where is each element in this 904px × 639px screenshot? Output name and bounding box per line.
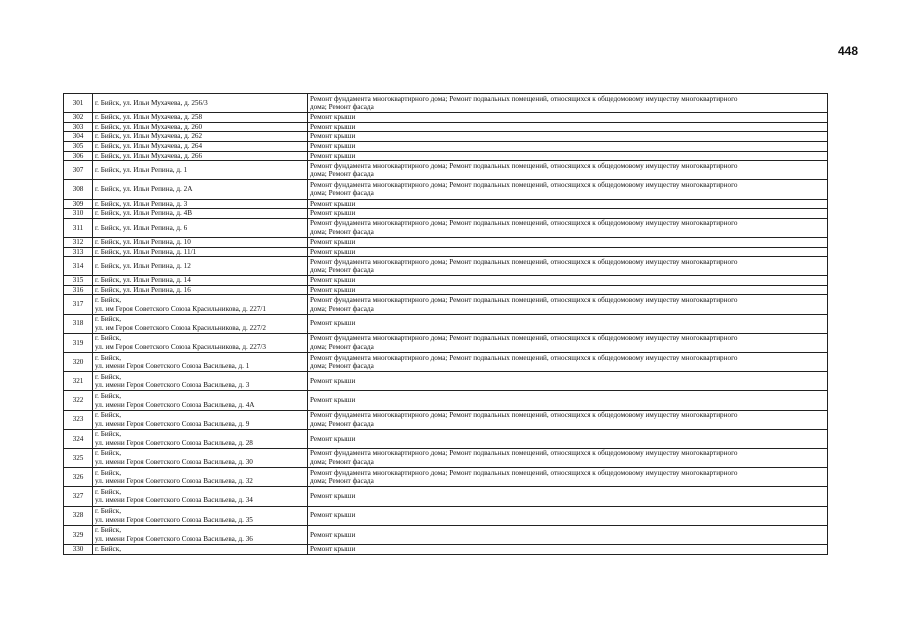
row-number-cell: 302 [64, 113, 93, 123]
work-type-cell [308, 429, 828, 448]
work-type-cell [308, 285, 828, 295]
work-type-cell [308, 209, 828, 219]
address-line: г. Бийск, ул. Ильи Мухачева, д. 262 [95, 132, 203, 141]
work-type-line: Ремонт крыши [310, 377, 356, 386]
address-line: ул. имени Героя Советского Союза Васильева, д. 34 [95, 496, 253, 505]
row-number-cell: 322 [64, 391, 93, 410]
address-line: г. Бийск, [95, 353, 122, 362]
work-type-line: Ремонт фундамента многоквартирного дома; Ремонт подвальных помещений, относящихся к общедомовому имуществу многоквартирного [310, 257, 738, 266]
work-type-cell [308, 199, 828, 209]
address-line: г. Бийск, ул. Ильи Репина, д. 11/1 [95, 247, 197, 256]
work-type-cell [308, 525, 828, 544]
address-cell [93, 257, 308, 276]
address-line: г. Бийск, ул. Ильи Репина, д. 1 [95, 165, 188, 174]
table-row [64, 448, 828, 467]
work-type-line: дома; Ремонт фасада [310, 477, 374, 486]
table-row [64, 218, 828, 237]
address-cell [93, 237, 308, 247]
address-line: ул. имени Героя Советского Союза Васильева, д. 9 [95, 419, 250, 428]
work-type-cell [308, 218, 828, 237]
address-cell [93, 487, 308, 506]
work-type-line: Ремонт фундамента многоквартирного дома; Ремонт подвальных помещений, относящихся к общедомовому имуществу многоквартирного [310, 295, 738, 304]
row-number-cell: 301 [64, 94, 93, 113]
table-row [64, 122, 828, 132]
work-type-line: Ремонт крыши [310, 209, 356, 218]
address-line: г. Бийск, [95, 372, 122, 381]
work-type-line: дома; Ремонт фасада [310, 342, 374, 351]
work-type-line: Ремонт крыши [310, 199, 356, 208]
row-number-cell: 324 [64, 429, 93, 448]
address-line: г. Бийск, ул. Ильи Мухачева, д. 264 [95, 141, 203, 150]
row-number-cell: 312 [64, 237, 93, 247]
address-cell [93, 285, 308, 295]
work-type-line: дома; Ремонт фасада [310, 170, 374, 179]
work-type-cell [308, 295, 828, 314]
work-type-line: Ремонт фундамента многоквартирного дома; Ремонт подвальных помещений, относящихся к общедомовому имуществу многоквартирного [310, 219, 738, 228]
work-type-cell [308, 257, 828, 276]
row-number-cell: 321 [64, 372, 93, 391]
work-type-line: дома; Ремонт фасада [310, 189, 374, 198]
table-row [64, 353, 828, 372]
address-line: г. Бийск, [95, 411, 122, 420]
work-type-cell [308, 151, 828, 161]
row-number-cell: 303 [64, 122, 93, 132]
address-line: г. Бийск, [95, 526, 122, 535]
work-type-line: Ремонт крыши [310, 530, 356, 539]
row-number-cell: 326 [64, 468, 93, 487]
table-row [64, 410, 828, 429]
table-row [64, 468, 828, 487]
table-body [64, 94, 828, 555]
table-row [64, 113, 828, 123]
address-line: ул. им Героя Советского Союза Красильникова, д. 227/1 [95, 304, 267, 313]
row-number-cell: 315 [64, 276, 93, 286]
work-type-cell [308, 141, 828, 151]
work-type-line: Ремонт крыши [310, 237, 356, 246]
table-row [64, 141, 828, 151]
address-line: г. Бийск, ул. Ильи Мухачева, д. 256/3 [95, 98, 208, 107]
work-type-line: Ремонт крыши [310, 492, 356, 501]
table-row [64, 525, 828, 544]
work-type-cell [308, 113, 828, 123]
address-line: г. Бийск, ул. Ильи Репина, д. 12 [95, 261, 191, 270]
address-line: г. Бийск, [95, 315, 122, 324]
work-type-cell [308, 333, 828, 352]
row-number-cell: 329 [64, 525, 93, 544]
address-line: ул. имени Героя Советского Союза Васильева, д. 35 [95, 515, 253, 524]
address-cell [93, 94, 308, 113]
row-number-cell: 328 [64, 506, 93, 525]
row-number-cell: 330 [64, 544, 93, 554]
address-line: ул. имени Героя Советского Союза Васильева, д. 36 [95, 534, 253, 543]
address-line: г. Бийск, [95, 544, 122, 553]
address-line: г. Бийск, ул. Ильи Мухачева, д. 258 [95, 113, 203, 122]
row-number-cell: 311 [64, 218, 93, 237]
address-line: г. Бийск, [95, 468, 122, 477]
address-cell [93, 122, 308, 132]
address-line: г. Бийск, ул. Ильи Репина, д. 6 [95, 223, 188, 232]
work-type-line: Ремонт крыши [310, 122, 356, 131]
row-number-cell: 323 [64, 410, 93, 429]
row-number-cell: 318 [64, 314, 93, 333]
address-line: г. Бийск, ул. Ильи Репина, д. 10 [95, 237, 191, 246]
address-line: г. Бийск, ул. Ильи Репина, д. 2А [95, 185, 193, 194]
address-line: ул. имени Героя Советского Союза Васильева, д. 3 [95, 381, 250, 390]
address-cell [93, 429, 308, 448]
work-type-cell [308, 487, 828, 506]
address-cell [93, 525, 308, 544]
table-row [64, 209, 828, 219]
work-type-cell [308, 276, 828, 286]
address-cell [93, 314, 308, 333]
table-row [64, 372, 828, 391]
work-type-line: Ремонт крыши [310, 285, 356, 294]
work-type-line: Ремонт фундамента многоквартирного дома; Ремонт подвальных помещений, относящихся к общедомовому имуществу многоквартирного [310, 449, 738, 458]
address-line: г. Бийск, [95, 334, 122, 343]
row-number-cell: 307 [64, 161, 93, 180]
address-cell [93, 353, 308, 372]
address-line: г. Бийск, [95, 295, 122, 304]
address-line: ул. имени Героя Советского Союза Васильева, д. 28 [95, 438, 253, 447]
address-cell [93, 372, 308, 391]
row-number-cell: 313 [64, 247, 93, 257]
work-type-line: Ремонт крыши [310, 151, 356, 160]
table-row [64, 151, 828, 161]
work-type-cell [308, 132, 828, 142]
address-cell [93, 151, 308, 161]
table-row [64, 180, 828, 199]
row-number-cell: 317 [64, 295, 93, 314]
work-type-cell [308, 468, 828, 487]
address-line: г. Бийск, [95, 487, 122, 496]
work-type-line: Ремонт крыши [310, 132, 356, 141]
address-line: г. Бийск, [95, 391, 122, 400]
row-number-cell: 310 [64, 209, 93, 219]
work-type-cell [308, 237, 828, 247]
address-line: ул. имени Героя Советского Союза Васильева, д. 1 [95, 362, 250, 371]
address-line: г. Бийск, ул. Ильи Репина, д. 14 [95, 276, 191, 285]
address-cell [93, 247, 308, 257]
work-type-line: Ремонт крыши [310, 396, 356, 405]
document-table-container [63, 93, 828, 555]
work-type-cell [308, 410, 828, 429]
work-type-line: Ремонт фундамента многоквартирного дома; Ремонт подвальных помещений, относящихся к общедомовому имуществу многоквартирного [310, 468, 738, 477]
table-row [64, 94, 828, 113]
address-cell [93, 113, 308, 123]
address-line: г. Бийск, ул. Ильи Репина, д. 4В [95, 209, 193, 218]
table-row [64, 132, 828, 142]
work-type-cell [308, 544, 828, 554]
table-row [64, 314, 828, 333]
address-cell [93, 544, 308, 554]
address-line: г. Бийск, [95, 507, 122, 516]
table-row [64, 257, 828, 276]
row-number-cell: 309 [64, 199, 93, 209]
address-line: ул. им Героя Советского Союза Красильникова, д. 227/3 [95, 342, 267, 351]
table-row [64, 333, 828, 352]
work-type-line: дома; Ремонт фасада [310, 304, 374, 313]
work-type-cell [308, 180, 828, 199]
row-number-cell: 325 [64, 448, 93, 467]
table-row [64, 506, 828, 525]
address-cell [93, 448, 308, 467]
work-type-line: Ремонт крыши [310, 544, 356, 553]
address-cell [93, 132, 308, 142]
work-type-line: Ремонт крыши [310, 319, 356, 328]
work-type-line: Ремонт фундамента многоквартирного дома; Ремонт подвальных помещений, относящихся к общедомовому имуществу многоквартирного [310, 411, 738, 420]
row-number-cell: 316 [64, 285, 93, 295]
address-cell [93, 276, 308, 286]
address-cell [93, 333, 308, 352]
work-type-cell [308, 391, 828, 410]
table-row [64, 544, 828, 554]
table-row [64, 237, 828, 247]
work-type-cell [308, 161, 828, 180]
address-line: г. Бийск, ул. Ильи Мухачева, д. 266 [95, 151, 203, 160]
address-cell [93, 391, 308, 410]
address-cell [93, 141, 308, 151]
address-cell [93, 161, 308, 180]
work-type-line: Ремонт крыши [310, 276, 356, 285]
table-row [64, 199, 828, 209]
table-row [64, 161, 828, 180]
address-cell [93, 295, 308, 314]
work-type-line: Ремонт фундамента многоквартирного дома; Ремонт подвальных помещений, относящихся к общедомовому имуществу многоквартирного [310, 94, 738, 103]
address-cell [93, 506, 308, 525]
work-type-line: Ремонт фундамента многоквартирного дома; Ремонт подвальных помещений, относящихся к общедомовому имуществу многоквартирного [310, 161, 738, 170]
address-cell [93, 209, 308, 219]
row-number-cell: 305 [64, 141, 93, 151]
row-number-cell: 314 [64, 257, 93, 276]
row-number-cell: 319 [64, 333, 93, 352]
work-type-cell [308, 372, 828, 391]
table-row [64, 285, 828, 295]
address-line: ул. имени Героя Советского Союза Васильева, д. 4А [95, 400, 255, 409]
work-type-cell [308, 94, 828, 113]
work-type-line: Ремонт фундамента многоквартирного дома; Ремонт подвальных помещений, относящихся к общедомовому имуществу многоквартирного [310, 334, 738, 343]
work-type-line: дома; Ремонт фасада [310, 227, 374, 236]
work-type-line: дома; Ремонт фасада [310, 266, 374, 275]
row-number-cell: 308 [64, 180, 93, 199]
address-cell [93, 410, 308, 429]
work-type-line: дома; Ремонт фасада [310, 419, 374, 428]
row-number-cell: 304 [64, 132, 93, 142]
work-type-cell [308, 314, 828, 333]
work-type-line: Ремонт крыши [310, 141, 356, 150]
work-type-line: дома; Ремонт фасада [310, 362, 374, 371]
address-cell [93, 180, 308, 199]
table-row [64, 429, 828, 448]
row-number-cell: 320 [64, 353, 93, 372]
address-cell [93, 199, 308, 209]
table-row [64, 487, 828, 506]
work-type-line: дома; Ремонт фасада [310, 103, 374, 112]
address-line: г. Бийск, ул. Ильи Репина, д. 16 [95, 285, 191, 294]
work-type-line: Ремонт крыши [310, 247, 356, 256]
address-cell [93, 468, 308, 487]
address-line: г. Бийск, [95, 449, 122, 458]
row-number-cell: 306 [64, 151, 93, 161]
repair-schedule-table [63, 93, 828, 555]
table-row [64, 391, 828, 410]
table-row [64, 295, 828, 314]
address-line: ул. имени Героя Советского Союза Васильева, д. 30 [95, 458, 253, 467]
work-type-cell [308, 353, 828, 372]
address-line: г. Бийск, ул. Ильи Мухачева, д. 260 [95, 122, 203, 131]
row-number-cell: 327 [64, 487, 93, 506]
work-type-line: Ремонт фундамента многоквартирного дома; Ремонт подвальных помещений, относящихся к общедомовому имуществу многоквартирного [310, 180, 738, 189]
address-line: ул. им Героя Советского Союза Красильникова, д. 227/2 [95, 323, 267, 332]
work-type-cell [308, 448, 828, 467]
page-number: 448 [837, 44, 858, 58]
work-type-line: Ремонт крыши [310, 113, 356, 122]
work-type-line: Ремонт крыши [310, 434, 356, 443]
table-row [64, 276, 828, 286]
address-line: ул. имени Героя Советского Союза Васильева, д. 32 [95, 477, 253, 486]
work-type-cell [308, 506, 828, 525]
work-type-line: Ремонт крыши [310, 511, 356, 520]
work-type-cell [308, 247, 828, 257]
address-cell [93, 218, 308, 237]
work-type-line: Ремонт фундамента многоквартирного дома; Ремонт подвальных помещений, относящихся к общедомовому имуществу многоквартирного [310, 353, 738, 362]
address-line: г. Бийск, ул. Ильи Репина, д. 3 [95, 199, 188, 208]
work-type-line: дома; Ремонт фасада [310, 458, 374, 467]
work-type-cell [308, 122, 828, 132]
address-line: г. Бийск, [95, 430, 122, 439]
table-row [64, 247, 828, 257]
